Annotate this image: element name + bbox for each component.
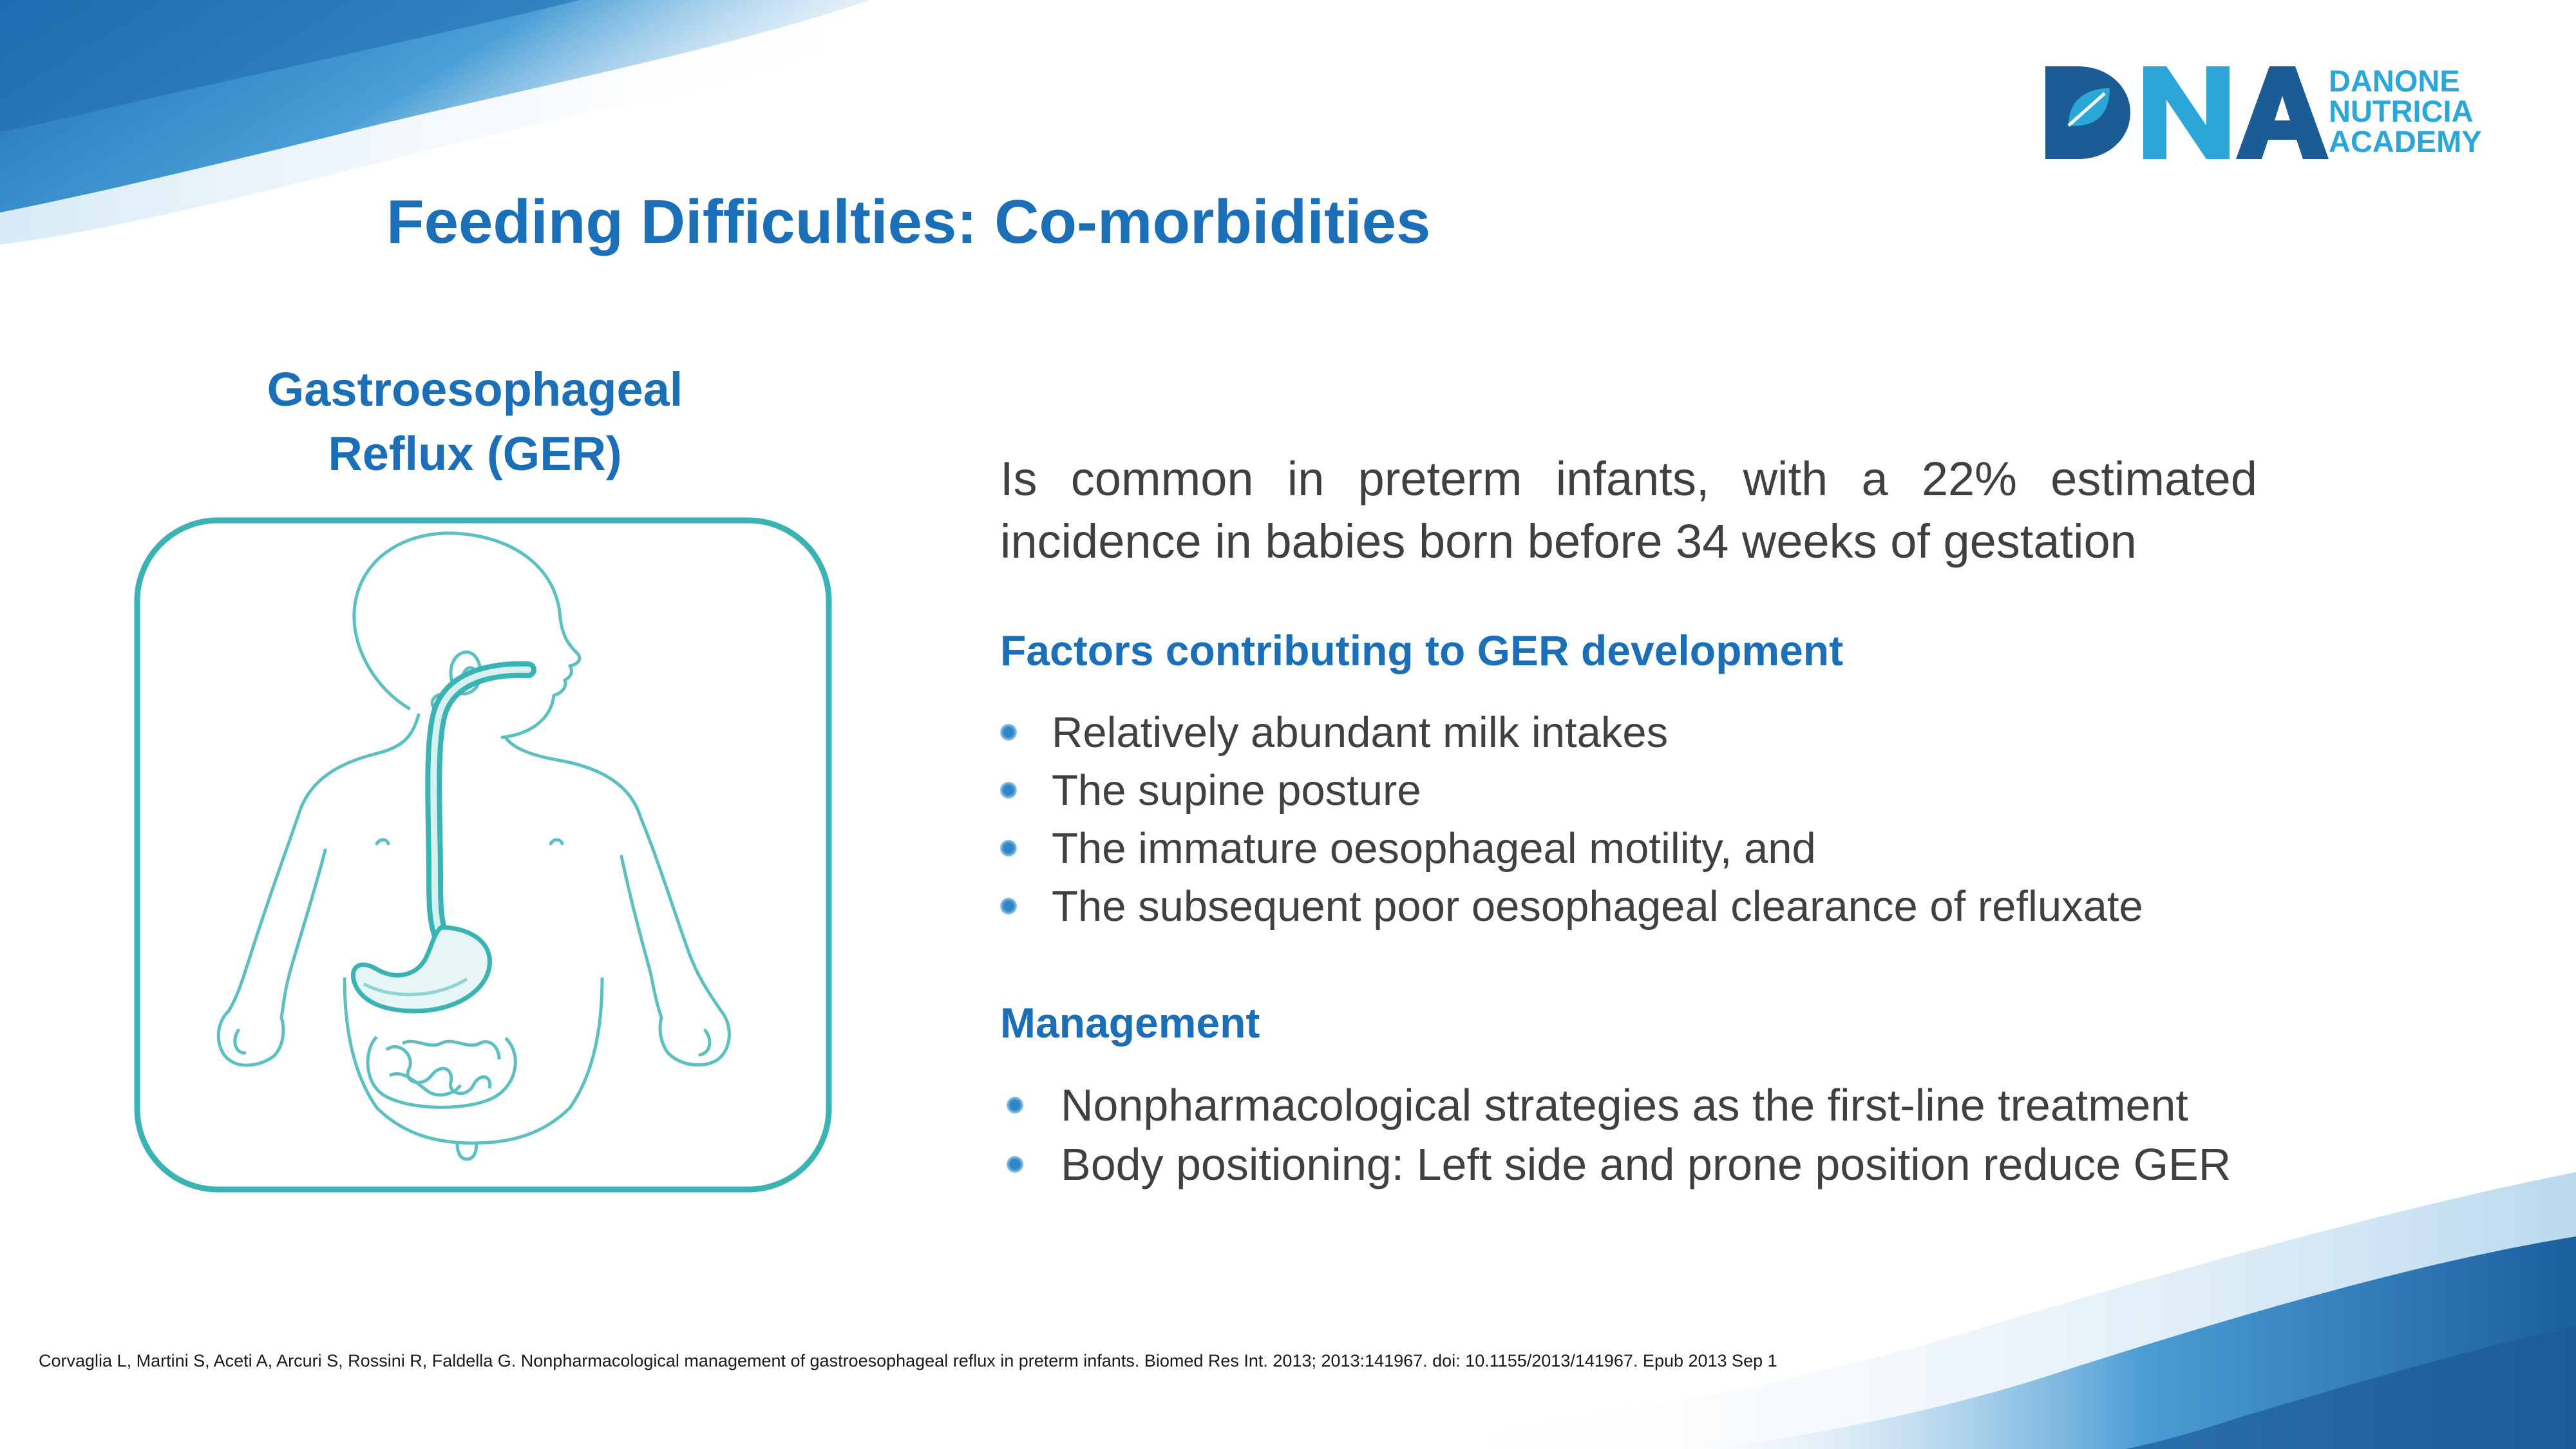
- list-item-text: The immature oesophageal motility, and: [1052, 824, 1816, 873]
- ger-heading-line-1: Gastroesophageal: [267, 363, 683, 416]
- logo-wordmark: [2329, 66, 2482, 156]
- list-item-text: The subsequent poor oesophageal clearance of refluxate: [1052, 882, 2143, 931]
- intro-line-1: Is common in preterm infants, with a 22% estimated: [1000, 452, 2257, 506]
- bullet-icon: [1000, 898, 1017, 914]
- list-item-text: Relatively abundant milk intakes: [1052, 708, 1669, 757]
- list-item: [1000, 703, 2143, 761]
- factors-heading: Factors contributing to GER development: [1000, 627, 1844, 674]
- intro-paragraph: [1000, 448, 2257, 573]
- list-item: [1000, 877, 2143, 935]
- logo-word-nutricia: NUTRICIA: [2329, 94, 2474, 128]
- factors-list: [1000, 703, 2143, 935]
- intro-line-2: incidence in babies born before 34 weeks of gestation: [1000, 515, 2137, 568]
- management-heading: Management: [1000, 999, 1260, 1046]
- logo-word-academy: ACADEMY: [2329, 124, 2482, 158]
- logo-word-danone: DANONE: [2329, 64, 2460, 98]
- bullet-icon: [1000, 782, 1017, 799]
- list-item-text: Body positioning: Left side and prone position reduce GER: [1061, 1139, 2231, 1189]
- bullet-icon: [1000, 840, 1017, 857]
- bullet-icon: [1000, 724, 1017, 741]
- list-item-text: The supine posture: [1052, 766, 1421, 815]
- ger-heading: [155, 357, 795, 486]
- ger-heading-line-2: Reflux (GER): [328, 427, 622, 480]
- list-item: [1000, 819, 2143, 877]
- list-item: [1007, 1075, 2231, 1135]
- list-item: [1000, 761, 2143, 819]
- infant-digestive-tract-illustration: [132, 515, 834, 1195]
- list-item-text: Nonpharmacological strategies as the first-line treatment: [1061, 1080, 2188, 1130]
- bullet-icon: [1007, 1156, 1023, 1173]
- management-list: [1007, 1075, 2231, 1194]
- slide-title: Feeding Difficulties: Co-morbidities: [386, 187, 1431, 256]
- reference-footnote: Corvaglia L, Martini S, Aceti A, Arcuri S, Rossini R, Faldella G. Nonpharmacological management of gastroesophageal reflux in preterm infants. Biomed Res Int. 2013; 2013:141967. doi: 10.1155/2013/141967. Epub 2013 Sep 1: [39, 1351, 1777, 1370]
- bullet-icon: [1007, 1097, 1023, 1113]
- list-item: [1007, 1135, 2231, 1194]
